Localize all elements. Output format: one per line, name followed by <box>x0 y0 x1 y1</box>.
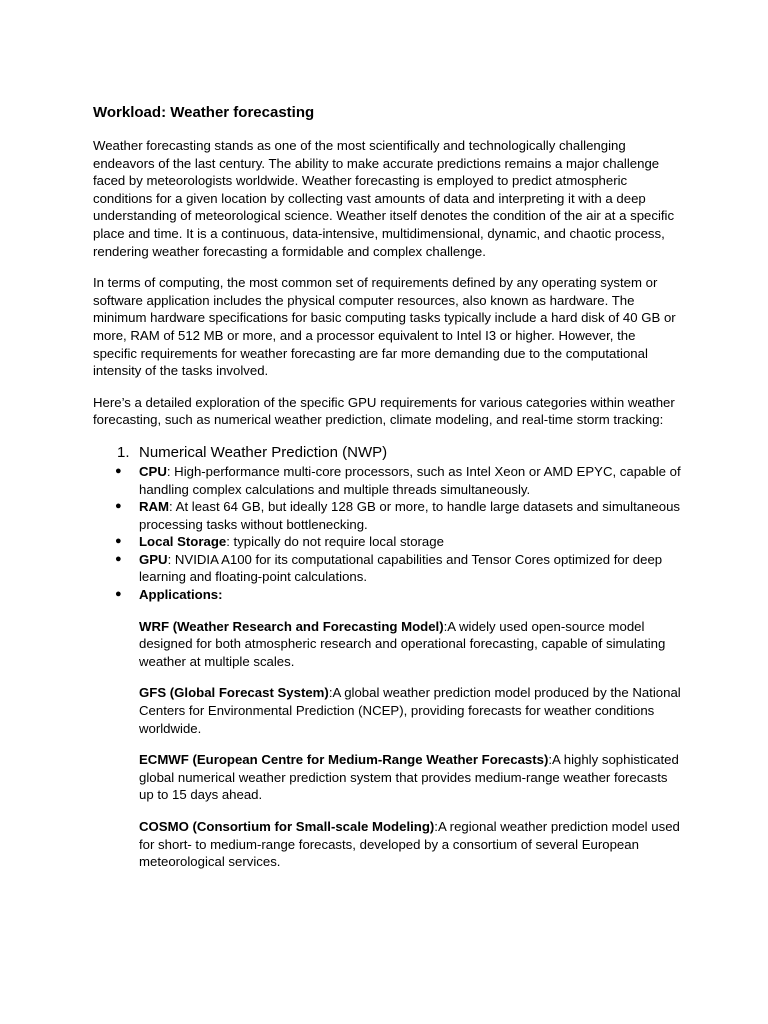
application-description: :A global weather prediction model produced by the National Centers for Environmental Prediction (NCEP), providing forecasts for weather conditions worldwide. <box>139 685 681 736</box>
bullet-label: Applications: <box>139 587 223 603</box>
application-description: :A regional weather prediction model used for short- to medium-range forecasts, developed by a consortium of several European meteorological services. <box>139 819 680 870</box>
bullet-label: Local Storage <box>139 534 227 550</box>
list-item <box>93 551 683 586</box>
bullet-icon: ● <box>115 588 122 601</box>
section-heading <box>93 443 683 463</box>
application-name: ECMWF (European Centre for Medium-Range Weather Forecasts) <box>139 752 549 768</box>
application-item <box>139 684 683 737</box>
application-description: :A widely used open-source model designed for both atmospheric research and operational forecasting, capable of simulating weather at multiple scales. <box>139 618 666 669</box>
application-item <box>139 618 683 671</box>
bullet-icon: ● <box>115 500 122 513</box>
section-number: 1. <box>117 443 130 461</box>
application-name: GFS (Global Forecast System) <box>139 685 329 701</box>
hardware-paragraph: In terms of computing, the most common set of requirements defined by any operating system or software application includes the physical computer resources, also known as hardware. The minimum hardware specifications for basic computing tasks typically include a hard disk of 40 GB or more, RAM of 512 MB or more, and a processor equivalent to Intel I3 or higher. However, the specific requirements for weather forecasting are far more demanding due to the computational intensity of the tasks involved. <box>93 275 676 379</box>
document-title: Workload: Weather forecasting <box>93 104 315 121</box>
bullet-text: : typically do not require local storage <box>226 534 444 550</box>
bullet-label: CPU <box>139 463 167 479</box>
list-item <box>93 498 683 533</box>
bullet-icon: ● <box>115 535 122 548</box>
list-item <box>93 533 683 551</box>
requirements-list <box>93 463 683 604</box>
bullet-text: : NVIDIA A100 for its computational capabilities and Tensor Cores optimized for deep learning and floating-point calculations. <box>139 551 663 585</box>
bullet-icon: ● <box>115 552 122 565</box>
bullet-text: : High-performance multi-core processors, such as Intel Xeon or AMD EPYC, capable of handling complex calculations and multiple threads simultaneously. <box>139 463 681 497</box>
bullet-text: : At least 64 GB, but ideally 128 GB or more, to handle large datasets and simultaneous processing tasks without bottlenecking. <box>139 499 680 532</box>
application-name: COSMO (Consortium for Small-scale Modeling) <box>139 819 435 834</box>
list-item <box>93 586 683 604</box>
gpu-intro-paragraph: Here’s a detailed exploration of the specific GPU requirements for various categories within weather forecasting, such as numerical weather prediction, climate modeling, and real-time storm tracking: <box>93 394 675 428</box>
intro-paragraph: Weather forecasting stands as one of the most scientifically and technologically challenging endeavors of the last century. The ability to make accurate predictions remains a major challenge faced by meteorologists worldwide. Weather forecasting is employed to predict atmospheric conditions for a given location by collecting vast amounts of data and interpreting it with a deep understanding of meteorological science. Weather itself denotes the condition of the air at a specific place and time. It is a continuous, data-intensive, multidimensional, dynamic, and chaotic process, rendering weather forecasting a formidable and complex challenge. <box>93 138 675 259</box>
document-page <box>93 103 683 885</box>
section-title: Numerical Weather Prediction (NWP) <box>139 443 388 461</box>
applications-list <box>139 618 683 871</box>
application-item <box>139 751 683 804</box>
bullet-icon: ● <box>115 464 122 477</box>
application-item <box>139 818 683 871</box>
application-name: WRF (Weather Research and Forecasting Model) <box>139 618 444 634</box>
bullet-label: RAM <box>139 499 170 515</box>
list-item <box>93 463 683 498</box>
application-description: :A highly sophisticated global numerical weather prediction system that provides medium-range weather forecasts up to 15 days ahead. <box>139 752 679 803</box>
bullet-label: GPU <box>139 551 168 567</box>
